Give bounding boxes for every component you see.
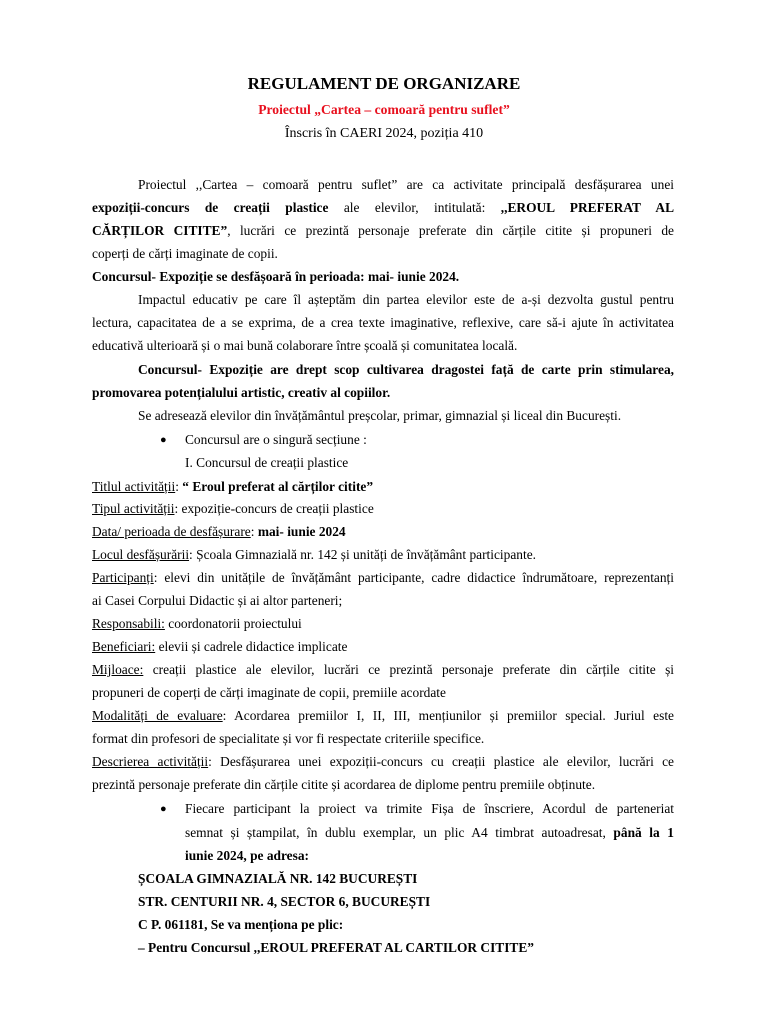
contest-title-cont: CĂRȚILOR CITITE” bbox=[92, 223, 228, 238]
registration-note: Înscris în CAERI 2024, poziția 410 bbox=[284, 126, 484, 141]
detail-means: Mijloace: creații plastice ale elevilor, lucrări ce prezintă personaje preferate din cărțile citite și bbox=[92, 662, 674, 677]
project-name: Proiectul „Cartea – comoară pentru suflet” bbox=[258, 102, 510, 117]
detail-participants: Participanți: elevi din unitățile de învățământ participante, cadre didactice îndrumătoare, reprezentanți bbox=[92, 570, 675, 585]
detail-responsible: Responsabili: coordonatorii proiectului bbox=[92, 616, 302, 631]
document-title: REGULAMENT DE ORGANIZARE bbox=[247, 74, 521, 93]
address-school: ȘCOALA GIMNAZIALĂ NR. 142 BUCUREȘTI bbox=[138, 871, 418, 886]
detail-evaluation: Modalități de evaluare: Acordarea premiilor I, II, III, mențiunilor și premiilor special. Juriul este bbox=[92, 708, 674, 723]
detail-description: Descrierea activității: Desfășurarea unei expoziții-concurs cu creații plastice ale elevilor, lucrări ce bbox=[92, 754, 675, 769]
detail-date: Data/ perioada de desfășurare: mai- iunie 2024 bbox=[92, 524, 346, 539]
detail-place: Locul desfășurării: Școala Gimnazială nr. 142 și unități de învățământ participante. bbox=[92, 547, 536, 562]
period-statement: Concursul- Expoziție se desfășoară în perioada: mai- iunie 2024. bbox=[92, 269, 460, 284]
impact-line-2: lectura, capacitatea de a se exprima, de a crea texte imaginative, reflexive, care să-i ajute în activitatea bbox=[92, 315, 674, 330]
intro-line-4: coperți de cărți imaginate de copii. bbox=[92, 246, 278, 261]
detail-means-cont: propuneri de coperți de cărți imaginate de copii, premiile acordate bbox=[92, 685, 446, 700]
address-street: STR. CENTURII NR. 4, SECTOR 6, BUCUREȘTI bbox=[138, 894, 431, 909]
bullet-icon: ● bbox=[160, 803, 167, 815]
detail-participants-cont: ai Casei Corpului Didactic și ai altor parteneri; bbox=[92, 593, 343, 608]
address-contest: – Pentru Concursul ,,EROUL PREFERAT AL CARTILOR CITITE” bbox=[138, 940, 534, 955]
impact-line-3: educativă ulterioară și o mai bună colaborare între școală și comunitatea locală. bbox=[92, 338, 518, 353]
submission-line-1: Fiecare participant la proiect va trimite Fișa de înscriere, Acordul de parteneriat bbox=[185, 801, 674, 816]
intro-line-2: expoziții-concurs de creații plastice ale elevilor, intitulată: ,,EROUL PREFERAT AL bbox=[92, 200, 674, 215]
intro-line-1: Proiectul ,,Cartea – comoară pentru suflet” are ca activitate principală desfășurarea unei bbox=[138, 177, 674, 192]
section-item: I. Concursul de creații plastice bbox=[185, 455, 349, 470]
detail-title: Titlul activității: “ Eroul preferat al cărților citite” bbox=[92, 479, 374, 494]
bullet-icon: ● bbox=[160, 434, 167, 446]
detail-description-cont: prezintă personaje preferate din cărțile citite și acordarea de diplome pentru premiile obținute. bbox=[92, 777, 596, 792]
detail-type: Tipul activității: expoziție-concurs de creații plastice bbox=[92, 501, 374, 516]
scope-line-2: promovarea potențialului artistic, creativ al copiilor. bbox=[92, 385, 391, 400]
detail-beneficiaries: Beneficiari: elevii și cadrele didactice implicate bbox=[92, 639, 348, 654]
contest-title: ,,EROUL PREFERAT AL bbox=[500, 200, 674, 215]
intro-line-3: CĂRȚILOR CITITE”, lucrări ce prezintă personaje preferate din cărțile citite și propuneri de bbox=[92, 223, 674, 238]
sections-bullet: Concursul are o singură secțiune : bbox=[185, 432, 367, 447]
address-postal: C P. 061181, Se va menționa pe plic: bbox=[138, 917, 344, 932]
scope-line-1: Concursul- Expoziție are drept scop cultivarea dragostei față de carte prin stimularea, bbox=[138, 362, 674, 377]
submission-line-2: semnat și ștampilat, în dublu exemplar, un plic A4 timbrat autoadresat, până la 1 bbox=[185, 825, 674, 840]
impact-line-1: Impactul educativ pe care îl așteptăm din partea elevilor este de a-și dezvolta gustul pentru bbox=[138, 292, 674, 307]
submission-line-3: iunie 2024, pe adresa: bbox=[185, 848, 309, 863]
contest-type: expoziții-concurs de creații plastice bbox=[92, 200, 329, 215]
detail-evaluation-cont: format din profesori de specialitate și vor fi respectate criteriile specifice. bbox=[92, 731, 485, 746]
audience-statement: Se adresează elevilor din învățământul preșcolar, primar, gimnazial și liceal din București. bbox=[138, 408, 622, 423]
